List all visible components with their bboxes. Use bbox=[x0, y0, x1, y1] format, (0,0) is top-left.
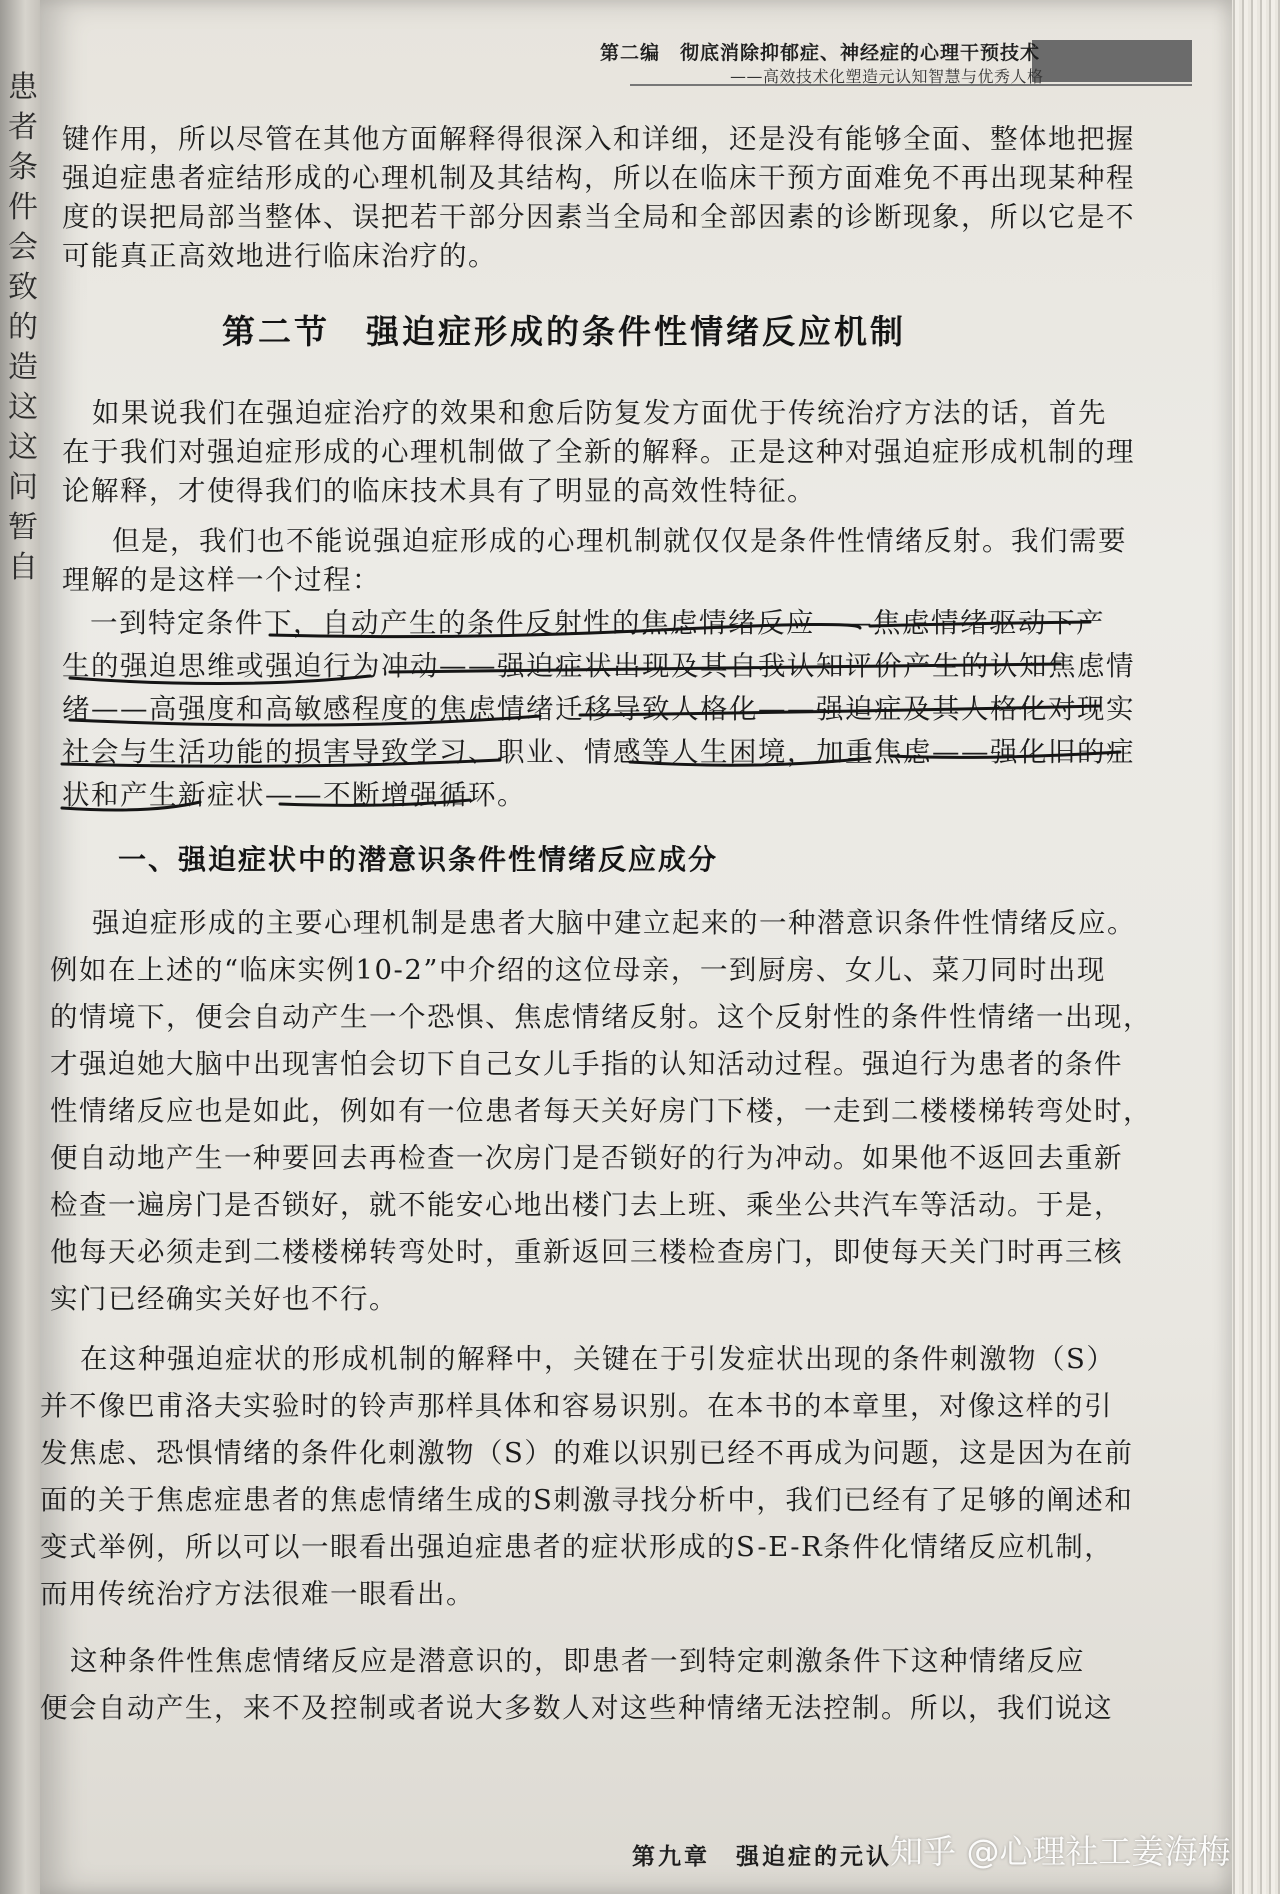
body-line: 而用传统治疗方法很难一眼看出。 bbox=[40, 1578, 475, 1610]
body-line: 度的误把局部当整体、误把若干部分因素当全局和全部因素的诊断现象，所以它是不 bbox=[62, 201, 1135, 233]
body-line: 他每天必须走到二楼楼梯转弯处时，重新返回三楼检查房门，即使每天关门时再三核 bbox=[50, 1236, 1123, 1268]
left-page-fragment: 件 bbox=[8, 190, 38, 225]
body-line: 发焦虑、恐惧情绪的条件化刺激物（S）的难以识别已经不再成为问题，这是因为在前 bbox=[40, 1437, 1134, 1469]
left-page-fragment: 造 bbox=[8, 350, 38, 385]
body-line: 绪——高强度和高敏感程度的焦虑情绪迁移导致人格化——强迫症及其人格化对现实 bbox=[62, 693, 1135, 725]
body-line: 论解释，才使得我们的临床技术具有了明显的高效性特征。 bbox=[62, 475, 816, 507]
body-line: 面的关于焦虑症患者的焦虑情绪生成的S刺激寻找分析中，我们已经有了足够的阐述和 bbox=[40, 1484, 1134, 1516]
book-page bbox=[40, 0, 1232, 1894]
body-line: 但是，我们也不能说强迫症形成的心理机制就仅仅是条件性情绪反射。我们需要 bbox=[112, 525, 1127, 557]
body-line: 强迫症患者症结形成的心理机制及其结构，所以在临床干预方面难免不再出现某种程 bbox=[62, 162, 1135, 194]
body-line: 便会自动产生，来不及控制或者说大多数人对这些种情绪无法控制。所以，我们说这 bbox=[40, 1692, 1113, 1724]
running-header-subtitle: ——高效技术化塑造元认知智慧与优秀人格 bbox=[730, 67, 1044, 86]
left-page-fragment: 自 bbox=[8, 550, 38, 585]
section-heading: 第二节 强迫症形成的条件性情绪反应机制 bbox=[222, 312, 906, 351]
body-line: 便自动地产生一种要回去再检查一次房门是否锁好的行为冲动。如果他不返回去重新 bbox=[50, 1142, 1123, 1174]
body-line: 才强迫她大脑中出现害怕会切下自己女儿手指的认知活动过程。强迫行为患者的条件 bbox=[50, 1048, 1123, 1080]
left-page-fragment: 这 bbox=[8, 390, 38, 425]
body-line: 生的强迫思维或强迫行为冲动——强迫症状出现及其自我认知评价产生的认知焦虑情 bbox=[62, 650, 1135, 682]
body-line: 在于我们对强迫症形成的心理机制做了全新的解释。正是这种对强迫症形成机制的理 bbox=[62, 436, 1135, 468]
body-line: 强迫症形成的主要心理机制是患者大脑中建立起来的一种潜意识条件性情绪反应。 bbox=[92, 907, 1136, 939]
body-line: 并不像巴甫洛夫实验时的铃声那样具体和容易识别。在本书的本章里，对像这样的引 bbox=[40, 1390, 1113, 1422]
left-page-fragment: 会 bbox=[8, 230, 38, 265]
left-page-fragment: 问 bbox=[8, 470, 38, 505]
left-page-fragment: 暂 bbox=[8, 510, 38, 545]
body-line: 如果说我们在强迫症治疗的效果和愈后防复发方面优于传统治疗方法的话，首先 bbox=[92, 397, 1107, 429]
body-line: 社会与生活功能的损害导致学习、职业、情感等人生困境，加重焦虑——强化旧的症 bbox=[62, 736, 1135, 768]
body-line: 键作用，所以尽管在其他方面解释得很深入和详细，还是没有能够全面、整体地把握 bbox=[62, 123, 1135, 155]
body-line: 状和产生新症状——不断增强循环。 bbox=[62, 779, 526, 811]
left-page-fragment: 者 bbox=[8, 110, 38, 145]
watermark: 知乎 @心理社工姜海梅 bbox=[890, 1832, 1231, 1871]
left-page-fragment: 患 bbox=[8, 70, 38, 105]
left-page-fragment: 条 bbox=[8, 150, 38, 185]
body-line: 检查一遍房门是否锁好，就不能安心地出楼门去上班、乘坐公共汽车等活动。于是， bbox=[50, 1189, 1123, 1221]
running-header-title: 第二编 彻底消除抑郁症、神经症的心理干预技术 bbox=[600, 42, 1041, 64]
left-page-fragment: 的 bbox=[8, 310, 38, 345]
page-stack-edge bbox=[1230, 0, 1280, 1894]
body-line: 例如在上述的“临床实例10-2”中介绍的这位母亲，一到厨房、女儿、菜刀同时出现 bbox=[50, 954, 1106, 986]
left-page-fragment: 致 bbox=[8, 270, 38, 305]
body-line: 一到特定条件下，自动产生的条件反射性的焦虑情绪反应——焦虑情绪驱动下产 bbox=[90, 607, 1105, 639]
running-footer-chapter: 第九章 强迫症的元认 bbox=[632, 1844, 892, 1870]
body-line: 的情境下，便会自动产生一个恐惧、焦虑情绪反射。这个反射性的条件性情绪一出现， bbox=[50, 1001, 1152, 1033]
body-line: 在这种强迫症状的形成机制的解释中，关键在于引发症状出现的条件刺激物（S） bbox=[80, 1343, 1116, 1375]
subsection-heading: 一、强迫症状中的潜意识条件性情绪反应成分 bbox=[118, 843, 719, 876]
body-line: 实门已经确实关好也不行。 bbox=[50, 1283, 398, 1315]
body-line: 变式举例，所以可以一眼看出强迫症患者的症状形成的S-E-R条件化情绪反应机制， bbox=[40, 1531, 1114, 1563]
body-line: 理解的是这样一个过程： bbox=[62, 564, 381, 596]
body-line: 性情绪反应也是如此，例如有一位患者每天关好房门下楼，一走到二楼楼梯转弯处时， bbox=[50, 1095, 1152, 1127]
body-line: 这种条件性焦虑情绪反应是潜意识的，即患者一到特定刺激条件下这种情绪反应 bbox=[70, 1645, 1085, 1677]
body-line: 可能真正高效地进行临床治疗的。 bbox=[62, 240, 497, 272]
left-page-fragment: 这 bbox=[8, 430, 38, 465]
